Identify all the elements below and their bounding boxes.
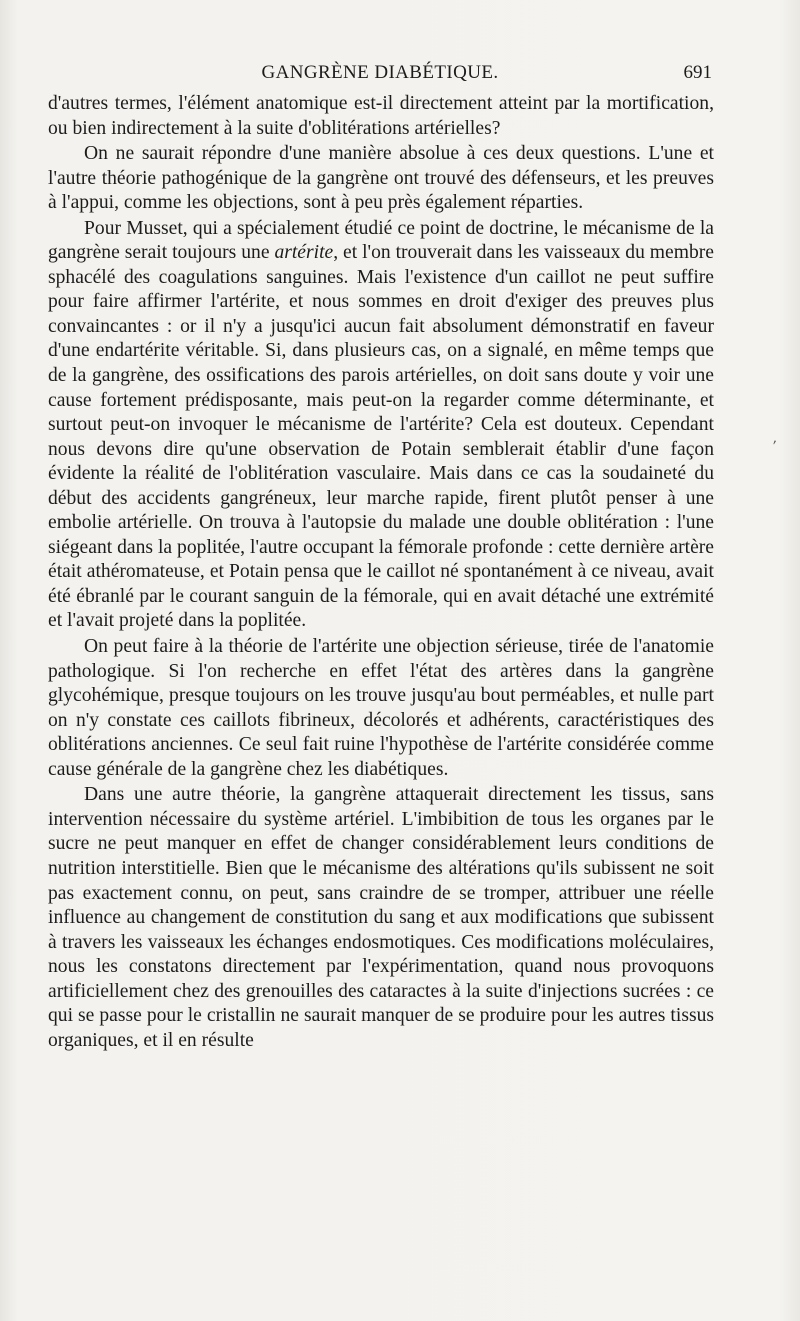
paragraph-2: On ne saurait répondre d'une manière absolue à ces deux questions. L'une et l'autre théorie pathogénique de la gangrène ont trouvé des défenseurs, et les preuves à l'appui, comme les objections, sont à peu près également réparties. xyxy=(48,143,714,214)
paragraph-5: Dans une autre théorie, la gangrène attaquerait directement les tissus, sans intervention nécessaire du système artériel. L'imbibition de tous les organes par le sucre ne peut manquer en effet de changer considérablement leurs conditions de nutrition interstitielle. Bien que le mécanisme des altérations qu'ils subissent ne soit pas exactement connu, on peut, sans craindre de se tromper, attribuer une réelle influence au changement de constitution du sang et aux modifications que subissent à travers les vaisseaux les échanges endosmotiques. Ces modifications moléculaires, nous les constatons directement par l'expérimentation, quand nous provoquons artificiellement chez des grenouilles des cataractes à la suite d'injections sucrées : ce qui se passe pour le cristallin ne saurait manquer de se produire pour les autres tissus organiques, et il en résulte xyxy=(48,784,714,1051)
paragraph-1: d'autres termes, l'élément anatomique est-il directement atteint par la mortification, ou bien indirectement à la suite d'oblitérations artérielles? xyxy=(48,93,714,139)
emphasized-term: artérite xyxy=(274,242,334,264)
paragraph-3-rest: , et l'on trouverait dans les vaisseaux du membre sphacélé des coagulations sanguines. Mais l'existence d'un caillot ne peut suffire pour faire affirmer l'artérite, et nous sommes en droit d'exiger des preuves plus convaincantes : or il n'y a jusqu'ici aucun fait absolument démonstratif en faveur d'une endartérite véritable. Si, dans plusieurs cas, on a signalé, en même temps que de la gangrène, des ossifications des parois artérielles, on doit sans doute y voir une cause fortement prédisposante, mais peut-on la regarder comme déterminante, et surtout peut-on invoquer le mécanisme de l'artérite? Cela est douteux. Cependant nous devons dire qu'une observation de Potain semblerait établir d'une façon évidente la réalité de l'oblitération vasculaire. Mais dans ce cas la soudaineté du début des accidents gangréneux, leur marche rapide, firent plutôt penser à une embolie artérielle. On trouva à l'autopsie du malade une double oblitération : l'une siégeant dans la poplitée, l'autre occupant la fémorale profonde : cette dernière artère était athéromateuse, et Potain pensa que le caillot né spontanément à ce niveau, avait été ébranlé par le courant sanguin de la fémorale, qui en avait détaché une extrémité et l'avait projeté dans la poplitée. xyxy=(48,242,715,632)
body-text xyxy=(48,92,714,1053)
margin-speck: ′ xyxy=(770,437,778,456)
page-number: 691 xyxy=(683,62,712,83)
page-header xyxy=(48,58,712,88)
paragraph-3 xyxy=(48,217,714,634)
paragraph-3-start: Pour Musset, qui a spécialement étudié ce point de doctrine, le mécanisme de la gangrène serait toujours une xyxy=(48,217,714,264)
running-title: GANGRÈNE DIABÉTIQUE. xyxy=(261,62,499,83)
paragraph-4: On peut faire à la théorie de l'artérite une objection sérieuse, tirée de l'anatomie pathologique. Si l'on recherche en effet l'état des artères dans la gangrène glycohémique, presque toujours on les trouve jusqu'au bout perméables, et nulle part on n'y constate ces caillots fibrineux, décolorés et adhérents, caractéristiques des oblitérations anciennes. Ce seul fait ruine l'hypothèse de l'artérite considérée comme cause générale de la gangrène chez les diabétiques. xyxy=(48,636,714,780)
